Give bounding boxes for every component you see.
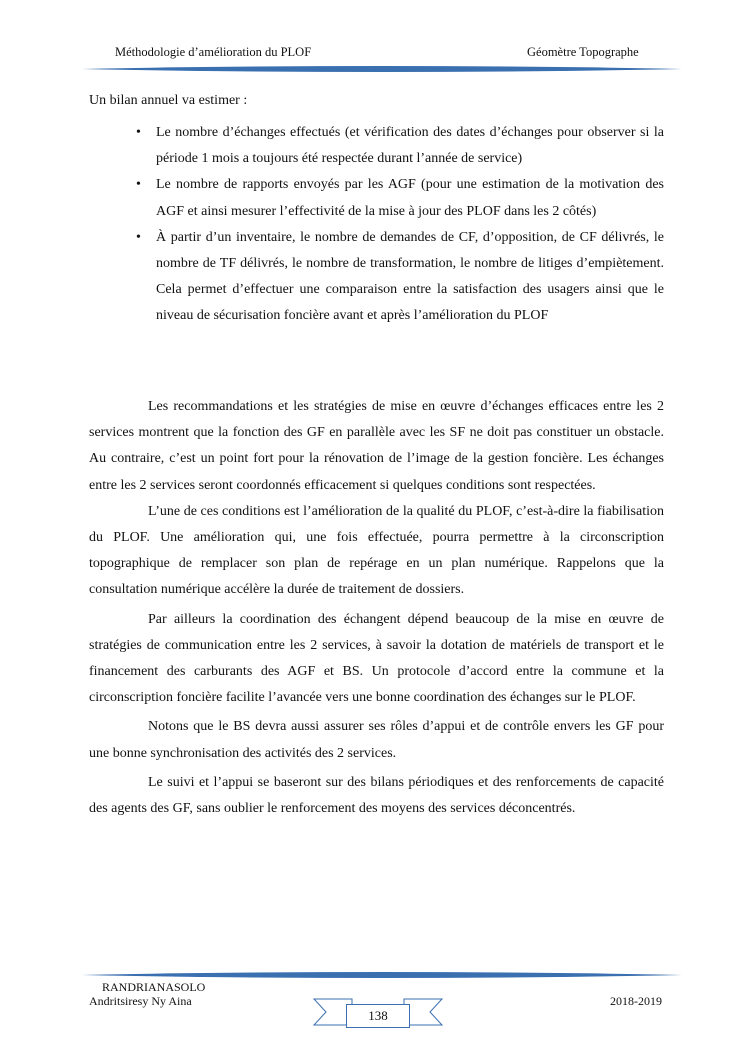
paragraph: Les recommandations et les stratégies de mise en œuvre d’échanges efficaces entre les 2 services montrent que la fonction des GF en parallèle avec les SF ne doit pas constituer un obstacle. Au contraire, c’est un point fort pour la rénovation de l’image de la gestion foncière. Les échanges entre les 2 services seront coordonnés efficacement si quelques conditions sont respectées. [89,399,664,493]
intro-text: Un bilan annuel va estimer : [89,93,248,108]
paragraph: Notons que le BS devra aussi assurer ses rôles d’appui et de contrôle envers les GF pour une bonne synchronisation des activités des 2 services. [89,719,664,761]
bullet-list [156,120,664,330]
body-paragraphs [89,394,664,822]
paragraph: L’une de ces conditions est l’amélioration de la qualité du PLOF, c’est-à-dire la fiabilisation du PLOF. Une amélioration qui, une fois effectuée, pourra permettre à la circonscription topographique de remplacer son plan de repérage en un plan numérique. Rappelons que la consultation numérique accélère la durée de traitement de dossiers. [89,503,664,598]
page-number: 138 [346,1004,410,1028]
header-subtitle: Géomètre Topographe [527,45,639,59]
paragraph: Le suivi et l’appui se baseront sur des bilans périodiques et des renforcements de capacité des agents des GF, sans oublier le renforcement des moyens des services déconcentrés. [89,774,664,817]
footer-year: 2018-2019 [610,994,662,1008]
header-title: Méthodologie d’amélioration du PLOF [115,45,312,59]
footer-author-surname: RANDRIANASOLO [102,980,206,994]
list-item: • Le nombre d’échanges effectués (et vérification des dates d’échanges pour observer si la période 1 mois a toujours été respectée durant l’année de service) [156,120,664,172]
paragraph: Par ailleurs la coordination des échangent dépend beaucoup de la mise en œuvre de stratégies de communication entre les 2 services, à savoir la dotation de matériels de transport et le financement des carburants des AGF et BS. Un protocole d’accord entre la commune et la circonscription foncière facilite l’avancée vers une bonne coordination des échanges sur le PLOF. [89,611,664,706]
header-rule [82,64,682,74]
footer-rule [82,970,682,980]
list-item: • Le nombre de rapports envoyés par les AGF (pour une estimation de la motivation des AGF et ainsi mesurer l’effectivité de la mise à jour des PLOF dans les 2 côtés) [156,172,664,224]
list-item: • À partir d’un inventaire, le nombre de demandes de CF, d’opposition, de CF délivrés, le nombre de TF délivrés, le nombre de transformation, le nombre de litiges d’empiètement. Cela permet d’effectuer une comparaison entre la satisfaction des usagers ainsi que le niveau de sécurisation foncière avant et après l’amélioration du PLOF [156,225,664,330]
footer-author-firstname: Andritsiresy Ny Aina [89,994,192,1008]
